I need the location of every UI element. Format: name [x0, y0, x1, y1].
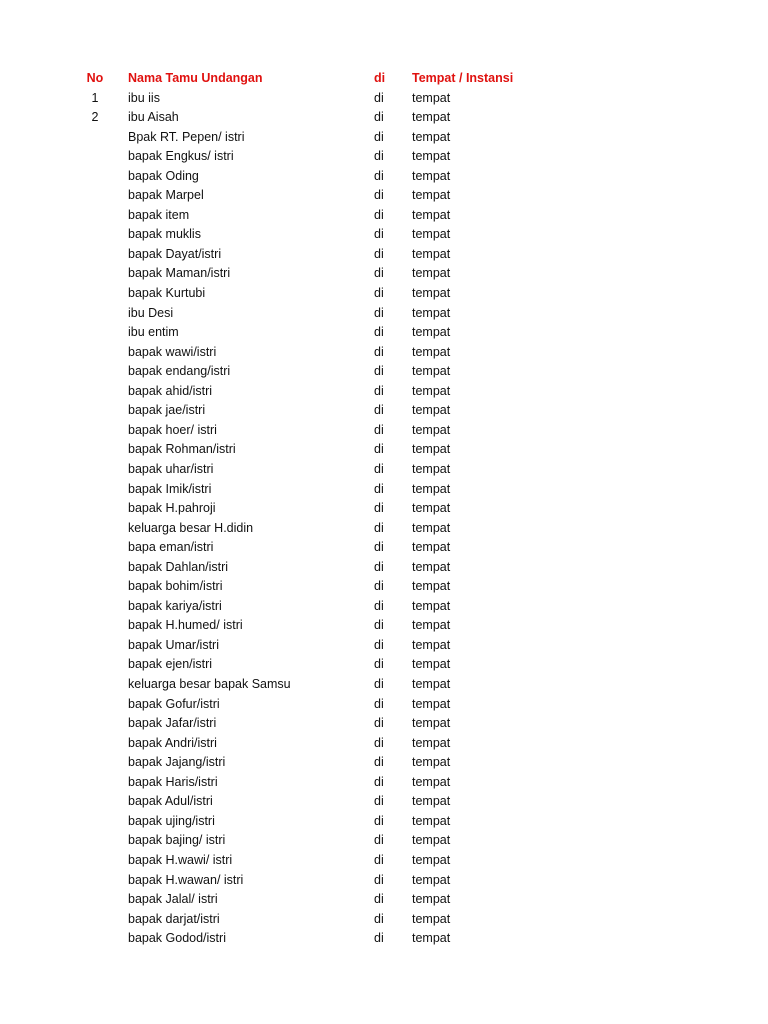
place-value: tempat	[412, 188, 451, 203]
guest-name: bapak Gofur/istri	[128, 696, 220, 711]
guest-name: bapak muklis	[128, 227, 201, 242]
guest-name: bapak bohim/istri	[128, 579, 223, 594]
guest-name: bapak Umar/istri	[128, 637, 219, 652]
di-label: di	[374, 872, 384, 887]
place-value: tempat	[412, 129, 451, 144]
di-label: di	[374, 911, 384, 926]
di-label: di	[374, 501, 384, 516]
place-value: tempat	[412, 716, 451, 731]
guest-name: ibu entim	[128, 325, 179, 340]
di-label: di	[374, 559, 384, 574]
table-row	[0, 440, 768, 460]
di-label: di	[374, 383, 384, 398]
place-value: tempat	[412, 637, 451, 652]
table-row	[0, 108, 768, 128]
place-value: tempat	[412, 501, 451, 516]
guest-name: bapak Engkus/ istri	[128, 149, 234, 164]
table-header-row	[0, 69, 768, 89]
table-row	[0, 304, 768, 324]
di-label: di	[374, 207, 384, 222]
place-value: tempat	[412, 364, 451, 379]
table-row	[0, 910, 768, 930]
table-row	[0, 147, 768, 167]
di-label: di	[374, 677, 384, 691]
guest-name: bapak kariya/istri	[128, 598, 222, 613]
table-row	[0, 871, 768, 891]
di-label: di	[374, 325, 384, 340]
guest-name: bapak H.pahroji	[128, 501, 216, 516]
place-value: tempat	[412, 383, 451, 398]
guest-name: bapa eman/istri	[128, 540, 214, 555]
di-label: di	[374, 129, 384, 144]
guest-name: bapak endang/istri	[128, 364, 231, 379]
di-label: di	[374, 344, 384, 359]
table-row	[0, 792, 768, 812]
place-value: tempat	[412, 618, 451, 633]
table-row	[0, 362, 768, 382]
row-number: 2	[91, 110, 99, 125]
di-label: di	[374, 481, 384, 496]
di-label: di	[374, 90, 384, 105]
guest-name: bapak Marpel	[128, 188, 204, 203]
guest-name: bapak Godod/istri	[128, 931, 226, 946]
guest-name: bapak bajing/ istri	[128, 833, 226, 848]
table-row	[0, 401, 768, 421]
guest-name: bapak Jafar/istri	[128, 716, 217, 731]
table-row	[0, 695, 768, 715]
guest-name: bapak H.wawan/ istri	[128, 872, 244, 887]
place-value: tempat	[412, 227, 451, 242]
place-value: tempat	[412, 422, 451, 437]
di-label: di	[374, 246, 384, 261]
place-value: tempat	[412, 813, 451, 828]
di-label: di	[374, 188, 384, 203]
place-value: tempat	[412, 892, 451, 907]
guest-name: bapak H.wawi/ istri	[128, 852, 233, 867]
table-row	[0, 480, 768, 500]
table-row	[0, 753, 768, 773]
guest-name: bapak Oding	[128, 168, 199, 183]
di-label: di	[374, 931, 384, 946]
guest-name: bapak ejen/istri	[128, 657, 213, 672]
di-label: di	[374, 168, 384, 183]
guest-name: keluarga besar bapak Samsu	[128, 677, 291, 691]
table-row	[0, 225, 768, 245]
guest-name: bapak Kurtubi	[128, 286, 206, 300]
di-label: di	[374, 110, 384, 125]
place-value: tempat	[412, 520, 451, 535]
table-row	[0, 323, 768, 343]
table-row	[0, 264, 768, 284]
guest-name: bapak ujing/istri	[128, 813, 215, 828]
place-value: tempat	[412, 403, 451, 418]
header-guest-name: Nama Tamu Undangan	[128, 71, 263, 85]
table-row	[0, 636, 768, 656]
guest-name: ibu Desi	[128, 305, 174, 320]
di-label: di	[374, 833, 384, 848]
guest-name: bapak ahid/istri	[128, 383, 213, 398]
table-row	[0, 421, 768, 441]
di-label: di	[374, 716, 384, 731]
di-label: di	[374, 149, 384, 164]
place-value: tempat	[412, 755, 451, 770]
di-label: di	[374, 637, 384, 652]
guest-name: keluarga besar H.didin	[128, 520, 254, 535]
di-label: di	[374, 774, 384, 789]
guest-name: bapak Imik/istri	[128, 481, 212, 496]
table-row	[0, 890, 768, 910]
table-row	[0, 284, 768, 304]
di-label: di	[374, 422, 384, 437]
di-label: di	[374, 735, 384, 750]
place-value: tempat	[412, 774, 451, 789]
table-row	[0, 714, 768, 734]
place-value: tempat	[412, 442, 451, 457]
table-row	[0, 734, 768, 754]
place-value: tempat	[412, 794, 451, 809]
guest-name: ibu iis	[128, 90, 160, 105]
place-value: tempat	[412, 246, 451, 261]
table-row	[0, 167, 768, 187]
table-row	[0, 675, 768, 695]
header-no: No	[86, 71, 104, 85]
di-label: di	[374, 540, 384, 555]
place-value: tempat	[412, 579, 451, 594]
table-row	[0, 206, 768, 226]
place-value: tempat	[412, 305, 451, 320]
table-row	[0, 773, 768, 793]
guest-name: bapak Dahlan/istri	[128, 559, 229, 574]
table-row	[0, 655, 768, 675]
guest-name: bapak hoer/ istri	[128, 422, 217, 437]
guest-name: bapak Jalal/ istri	[128, 892, 218, 907]
table-row	[0, 519, 768, 539]
di-label: di	[374, 461, 384, 476]
place-value: tempat	[412, 931, 451, 946]
table-row	[0, 538, 768, 558]
place-value: tempat	[412, 286, 451, 300]
table-row	[0, 499, 768, 519]
di-label: di	[374, 520, 384, 535]
table-row	[0, 128, 768, 148]
di-label: di	[374, 579, 384, 594]
place-value: tempat	[412, 657, 451, 672]
place-value: tempat	[412, 833, 451, 848]
place-value: tempat	[412, 325, 451, 340]
row-number: 1	[91, 90, 99, 105]
table-row	[0, 382, 768, 402]
place-value: tempat	[412, 735, 451, 750]
header-di: di	[374, 71, 386, 85]
place-value: tempat	[412, 266, 451, 281]
place-value: tempat	[412, 872, 451, 887]
table-row	[0, 577, 768, 597]
place-value: tempat	[412, 110, 451, 125]
place-value: tempat	[412, 207, 451, 222]
place-value: tempat	[412, 168, 451, 183]
guest-name: bapak Adul/istri	[128, 794, 213, 809]
di-label: di	[374, 305, 384, 320]
place-value: tempat	[412, 540, 451, 555]
di-label: di	[374, 696, 384, 711]
guest-name: bapak Maman/istri	[128, 266, 231, 281]
table-row	[0, 851, 768, 871]
di-label: di	[374, 852, 384, 867]
place-value: tempat	[412, 481, 451, 496]
di-label: di	[374, 403, 384, 418]
di-label: di	[374, 755, 384, 770]
table-row	[0, 460, 768, 480]
di-label: di	[374, 813, 384, 828]
place-value: tempat	[412, 559, 451, 574]
di-label: di	[374, 657, 384, 672]
guest-name: bapak darjat/istri	[128, 911, 220, 926]
place-value: tempat	[412, 461, 451, 476]
guest-name: bapak wawi/istri	[128, 344, 217, 359]
place-value: tempat	[412, 344, 451, 359]
place-value: tempat	[412, 677, 451, 691]
place-value: tempat	[412, 696, 451, 711]
table-row	[0, 616, 768, 636]
di-label: di	[374, 598, 384, 613]
table-row	[0, 245, 768, 265]
place-value: tempat	[412, 149, 451, 164]
place-value: tempat	[412, 852, 451, 867]
table-row	[0, 812, 768, 832]
guest-name: bapak H.humed/ istri	[128, 618, 243, 633]
table-row	[0, 186, 768, 206]
di-label: di	[374, 286, 384, 300]
place-value: tempat	[412, 911, 451, 926]
guest-name: ibu Aisah	[128, 110, 179, 125]
di-label: di	[374, 266, 384, 281]
guest-name: bapak Jajang/istri	[128, 755, 226, 770]
di-label: di	[374, 618, 384, 633]
guest-name: bapak Andri/istri	[128, 735, 217, 750]
di-label: di	[374, 892, 384, 907]
guest-name: bapak uhar/istri	[128, 461, 214, 476]
table-row	[0, 343, 768, 363]
di-label: di	[374, 794, 384, 809]
di-label: di	[374, 364, 384, 379]
header-place: Tempat / Instansi	[412, 71, 514, 85]
di-label: di	[374, 442, 384, 457]
table-row	[0, 597, 768, 617]
place-value: tempat	[412, 90, 451, 105]
table-row	[0, 558, 768, 578]
guest-name: bapak Dayat/istri	[128, 246, 222, 261]
place-value: tempat	[412, 598, 451, 613]
guest-name: bapak Haris/istri	[128, 774, 218, 789]
table-row	[0, 929, 768, 949]
guest-name: bapak item	[128, 207, 190, 222]
table-row	[0, 89, 768, 109]
guest-name: bapak jae/istri	[128, 403, 206, 418]
guest-name: Bpak RT. Pepen/ istri	[128, 129, 245, 144]
table-row	[0, 831, 768, 851]
guest-name: bapak Rohman/istri	[128, 442, 236, 457]
di-label: di	[374, 227, 384, 242]
